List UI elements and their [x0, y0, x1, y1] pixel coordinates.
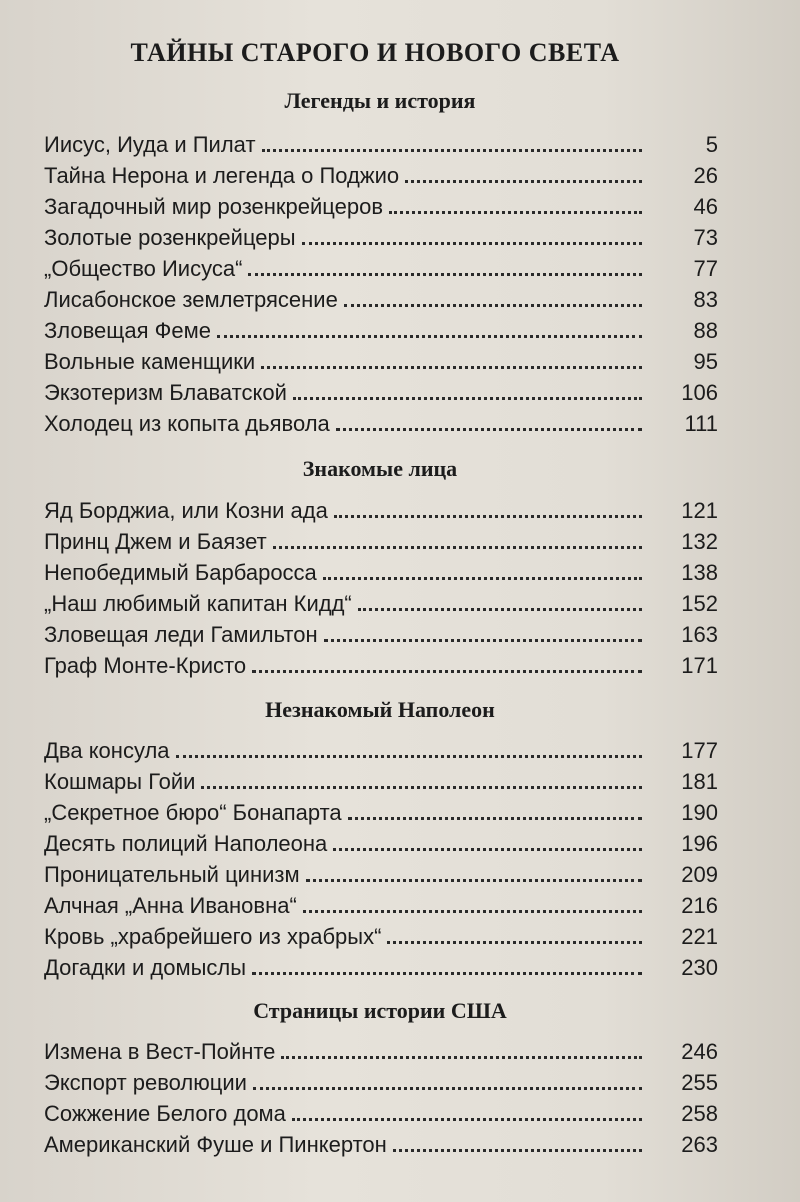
- entry-page: 255: [681, 1070, 718, 1095]
- dot-leader: [252, 670, 642, 673]
- dot-leader: [302, 242, 642, 245]
- entry-title: Зловещая Феме: [44, 318, 211, 343]
- toc-entry: [44, 283, 718, 313]
- entry-title: Кровь „храбрейшего из храбрых“: [44, 924, 382, 949]
- entry-title: Два консула: [44, 738, 170, 763]
- entry-title: Сожжение Белого дома: [44, 1101, 286, 1126]
- entry-page: 181: [681, 769, 718, 794]
- entry-title: Экспорт революции: [44, 1070, 247, 1095]
- dot-leader: [248, 273, 642, 276]
- dot-leader: [303, 910, 642, 913]
- section-title: Страницы истории США: [253, 998, 507, 1023]
- entry-title: Догадки и домыслы: [44, 955, 247, 980]
- toc-entry: [44, 889, 718, 919]
- entry-page: 258: [681, 1101, 718, 1126]
- toc-entry: [44, 525, 718, 555]
- toc-entry: [44, 951, 718, 981]
- toc-entry: [44, 252, 718, 282]
- entry-title: „Секретное бюро“ Бонапарта: [44, 800, 342, 825]
- entry-page: 106: [681, 380, 718, 405]
- entry-page: 77: [693, 256, 718, 281]
- toc-entry: [44, 827, 718, 857]
- toc-entry: [44, 314, 718, 344]
- dot-leader: [273, 546, 642, 549]
- dot-leader: [306, 879, 642, 882]
- entry-page: 171: [681, 653, 718, 678]
- entry-page: 26: [693, 163, 718, 188]
- dot-leader: [344, 304, 642, 307]
- dot-leader: [292, 1118, 642, 1121]
- dot-leader: [387, 941, 642, 944]
- dot-leader: [262, 149, 642, 152]
- toc-entry: [44, 128, 718, 158]
- entry-page: 196: [681, 831, 718, 856]
- entry-title: „Наш любимый капитан Кидд“: [44, 591, 352, 616]
- dot-leader: [405, 180, 642, 183]
- entry-title: Иисус, Иуда и Пилат: [44, 132, 256, 157]
- toc-entry: [44, 1066, 718, 1096]
- entry-page: 221: [681, 924, 718, 949]
- entry-page: 83: [693, 287, 718, 312]
- entry-page: 132: [681, 529, 718, 554]
- entry-title: Экзотеризм Блаватской: [44, 380, 287, 405]
- entry-title: Кошмары Гойи: [44, 769, 196, 794]
- section-title: Незнакомый Наполеон: [265, 697, 495, 722]
- toc-entry: [44, 345, 718, 375]
- entry-title: „Общество Иисуса“: [44, 256, 243, 281]
- entry-page: 95: [693, 349, 718, 374]
- section-title: Знакомые лица: [302, 456, 458, 481]
- entry-title: Измена в Вест-Пойнте: [44, 1039, 276, 1064]
- dot-leader: [324, 639, 642, 642]
- entry-title: Американский Фуше и Пинкертон: [44, 1132, 387, 1157]
- dot-leader: [201, 786, 642, 789]
- toc-entry: [44, 1097, 718, 1127]
- entry-title: Алчная „Анна Ивановна“: [44, 893, 297, 918]
- toc-entry: [44, 376, 718, 406]
- entry-page: 190: [681, 800, 718, 825]
- entry-title: Принц Джем и Баязет: [44, 529, 267, 554]
- entry-page: 88: [693, 318, 718, 343]
- dot-leader: [176, 755, 642, 758]
- dot-leader: [348, 817, 642, 820]
- entry-title: Граф Монте-Кристо: [44, 653, 247, 678]
- toc-entry: [44, 556, 718, 586]
- entry-title: Золотые розенкрейцеры: [44, 225, 296, 250]
- entry-title: Вольные каменщики: [44, 349, 256, 374]
- entry-title: Проницательный цинизм: [44, 862, 300, 887]
- entry-page: 111: [684, 411, 718, 436]
- entry-page: 230: [681, 955, 718, 980]
- toc-entry: [44, 734, 718, 764]
- dot-leader: [217, 335, 642, 338]
- toc-entry: [44, 221, 718, 251]
- book-title: ТАЙНЫ СТАРОГО И НОВОГО СВЕТА: [130, 38, 620, 67]
- dot-leader: [334, 515, 642, 518]
- entry-title: Лисабонское землетрясение: [44, 287, 338, 312]
- toc-entry: [44, 587, 718, 617]
- entry-page: 163: [681, 622, 718, 647]
- toc-entry: [44, 1128, 718, 1158]
- toc-entry: [44, 649, 718, 679]
- entry-title: Холодец из копыта дьявола: [44, 411, 330, 436]
- dot-leader: [333, 848, 642, 851]
- entry-title: Зловещая леди Гамильтон: [44, 622, 318, 647]
- toc-entry: [44, 494, 718, 524]
- dot-leader: [281, 1056, 642, 1059]
- toc-entry: [44, 159, 718, 189]
- entry-page: 177: [681, 738, 718, 763]
- toc-entry: [44, 920, 718, 950]
- toc-entry: [44, 858, 718, 888]
- entry-page: 121: [681, 498, 718, 523]
- dot-leader: [293, 397, 642, 400]
- entry-page: 46: [693, 194, 718, 219]
- entry-page: 73: [693, 225, 718, 250]
- dot-leader: [389, 211, 642, 214]
- toc-entry: [44, 765, 718, 795]
- entry-page: 209: [681, 862, 718, 887]
- dot-leader: [253, 1087, 642, 1090]
- entry-page: 216: [681, 893, 718, 918]
- entry-page: 5: [705, 132, 718, 157]
- section-title: Легенды и история: [284, 88, 476, 113]
- toc-entry: [44, 1035, 718, 1065]
- entry-title: Яд Борджиа, или Козни ада: [44, 498, 328, 523]
- entry-title: Непобедимый Барбаросса: [44, 560, 317, 585]
- dot-leader: [323, 577, 642, 580]
- entry-page: 138: [681, 560, 718, 585]
- entry-title: Тайна Нерона и легенда о Поджио: [44, 163, 400, 188]
- entry-title: Десять полиций Наполеона: [44, 831, 328, 856]
- dot-leader: [358, 608, 642, 611]
- toc-entry: [44, 190, 718, 220]
- entry-page: 152: [681, 591, 718, 616]
- entry-title: Загадочный мир розенкрейцеров: [44, 194, 384, 219]
- entry-page: 263: [681, 1132, 718, 1157]
- dot-leader: [252, 972, 642, 975]
- dot-leader: [393, 1149, 642, 1152]
- dot-leader: [336, 428, 642, 431]
- toc-entry: [44, 407, 718, 437]
- dot-leader: [261, 366, 642, 369]
- toc-entry: [44, 796, 718, 826]
- entry-page: 246: [681, 1039, 718, 1064]
- toc-entry: [44, 618, 718, 648]
